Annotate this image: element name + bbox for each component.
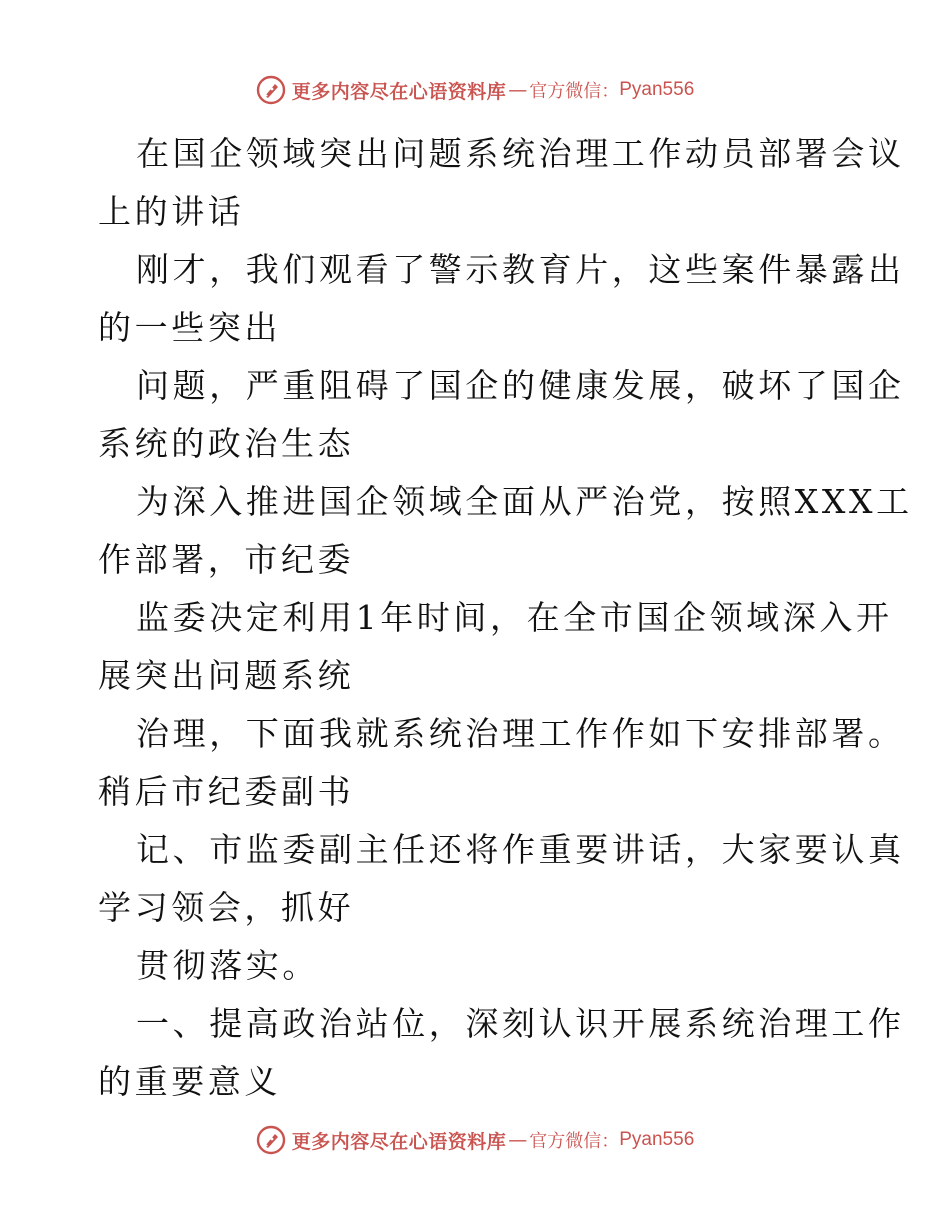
banner-separator: — bbox=[508, 79, 528, 101]
banner-wechat-id: Pyan556 bbox=[619, 1129, 695, 1150]
paragraph-line: 系统的政治生态 bbox=[98, 424, 355, 463]
banner-site-text: 更多内容尽在心语资料库 bbox=[291, 80, 507, 103]
paragraph bbox=[98, 357, 905, 473]
banner-separator: — bbox=[508, 1129, 528, 1151]
paragraph-line: 记、市监委副主任还将作重要讲话，大家要认真 bbox=[136, 830, 905, 869]
paragraph-line: 的重要意义 bbox=[98, 1062, 281, 1101]
paragraph-line: 治理，下面我就系统治理工作作如下安排部署。 bbox=[136, 714, 905, 753]
banner-wechat-id: Pyan556 bbox=[619, 79, 695, 100]
paragraph bbox=[98, 821, 905, 937]
pen-nib-logo-icon bbox=[256, 1125, 286, 1155]
banner-wechat-label: 官方微信： bbox=[529, 81, 620, 102]
paragraph-line: 监委决定利用1年时间，在全市国企领域深入开 bbox=[136, 598, 893, 637]
footer-banner bbox=[0, 1120, 950, 1160]
paragraph-line: 贯彻落实。 bbox=[136, 946, 319, 985]
paragraph-line: 问题，严重阻碍了国企的健康发展，破坏了国企 bbox=[136, 366, 905, 405]
paragraph-line: 作部署，市纪委 bbox=[98, 540, 355, 579]
paragraph-line: 稍后市纪委副书 bbox=[98, 772, 355, 811]
section-heading bbox=[98, 995, 905, 1111]
paragraph-line: 上的讲话 bbox=[98, 192, 245, 231]
pen-nib-logo-icon bbox=[256, 75, 286, 105]
paragraph bbox=[98, 473, 913, 589]
paragraph bbox=[98, 241, 905, 357]
paragraph bbox=[98, 589, 893, 705]
document-body bbox=[98, 125, 913, 1111]
paragraph-line: 学习领会，抓好 bbox=[98, 888, 355, 927]
paragraph bbox=[98, 937, 858, 995]
banner-site-text: 更多内容尽在心语资料库 bbox=[291, 1130, 507, 1153]
paragraph-line: 展突出问题系统 bbox=[98, 656, 355, 695]
paragraph-line: 的一些突出 bbox=[98, 308, 281, 347]
paragraph-title bbox=[98, 125, 905, 241]
paragraph-line: 在国企领域突出问题系统治理工作动员部署会议 bbox=[136, 134, 905, 173]
header-banner bbox=[0, 70, 950, 110]
paragraph-line: 一、提高政治站位，深刻认识开展系统治理工作 bbox=[136, 1004, 905, 1043]
paragraph-line: 刚才，我们观看了警示教育片，这些案件暴露出 bbox=[136, 250, 905, 289]
paragraph-line: 为深入推进国企领域全面从严治党，按照XXX工 bbox=[136, 482, 913, 521]
paragraph bbox=[98, 705, 905, 821]
banner-wechat-label: 官方微信： bbox=[529, 1131, 620, 1152]
